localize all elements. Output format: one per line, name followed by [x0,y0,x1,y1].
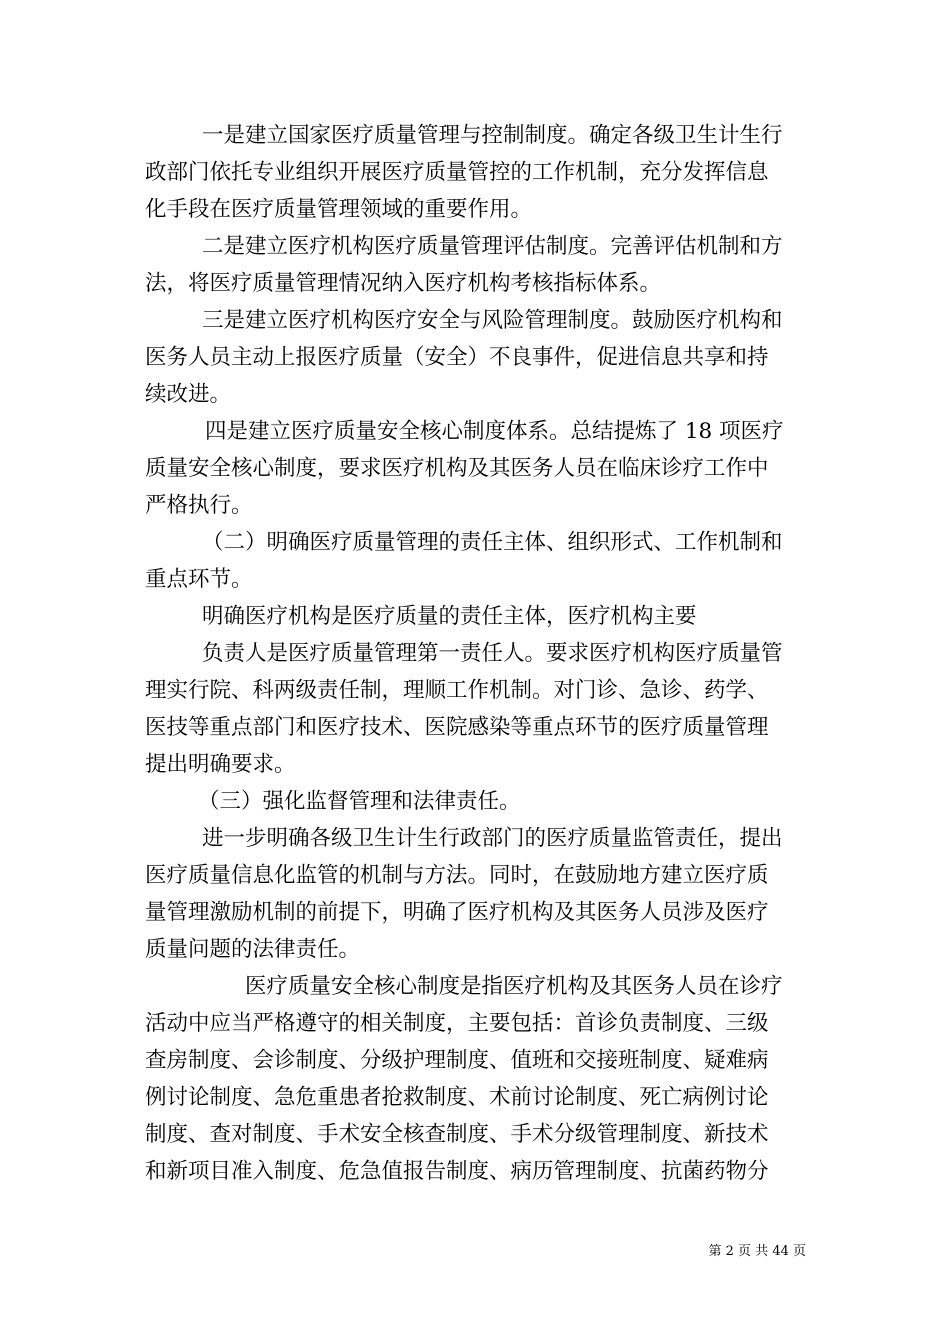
text-line: 和新项目准入制度、危急值报告制度、病历管理制度、抗菌药物分 [145,1159,769,1184]
text-line: 化手段在医疗质量管理领域的重要作用。 [145,197,533,222]
text-line: 查房制度、会诊制度、分级护理制度、值班和交接班制度、疑难病 [145,1048,769,1073]
page-number: 第 2 页 共 44 页 [708,1244,806,1259]
text-line: 医技等重点部门和医疗技术、医院感染等重点环节的医疗质量管理 [145,715,769,740]
text-line: 政部门依托专业组织开展医疗质量管控的工作机制，充分发挥信息 [145,160,769,185]
text-line: 进一步明确各级卫生计生行政部门的医疗质量监管责任，提出 [202,826,783,851]
text-line: 提出明确要求。 [145,752,296,777]
text-line: 理实行院、科两级责任制，理顺工作机制。对门诊、急诊、药学、 [145,678,769,703]
text-line: 医疗质量安全核心制度是指医疗机构及其医务人员在诊疗 [245,974,783,999]
text-line: 医务人员主动上报医疗质量（安全）不良事件，促进信息共享和持 [145,345,769,370]
text-line: 严格执行。 [145,493,253,518]
text-line: 例讨论制度、急危重患者抢救制度、术前讨论制度、死亡病例讨论 [145,1085,769,1110]
text-line: 一是建立国家医疗质量管理与控制制度。确定各级卫生计生行 [202,123,783,148]
text-line: 续改进。 [145,382,232,407]
text-line: 明确医疗机构是医疗质量的责任主体，医疗机构主要 [202,604,697,629]
text-line: 负责人是医疗质量管理第一责任人。要求医疗机构医疗质量管 [202,641,783,666]
text-line: 活动中应当严格遵守的相关制度，主要包括：首诊负责制度、三级 [145,1011,769,1036]
section-heading: （二）明确医疗质量管理的责任主体、组织形式、工作机制和 [202,530,783,555]
text-line: 质量问题的法律责任。 [145,937,361,962]
section-heading: 重点环节。 [145,567,253,592]
text-line: 三是建立医疗机构医疗安全与风险管理制度。鼓励医疗机构和 [202,308,783,333]
text-line: 四是建立医疗质量安全核心制度体系。总结提炼了 18 项医疗 [205,419,784,444]
text-line: 二是建立医疗机构医疗质量管理评估制度。完善评估机制和方 [202,234,783,259]
text-line: 质量安全核心制度，要求医疗机构及其医务人员在临床诊疗工作中 [145,456,769,481]
text-line: 制度、查对制度、手术安全核查制度、手术分级管理制度、新技术 [145,1122,769,1147]
section-heading: （三）强化监督管理和法律责任。 [198,789,521,814]
text-line: 法，将医疗质量管理情况纳入医疗机构考核指标体系。 [145,271,662,296]
text-line: 医疗质量信息化监管的机制与方法。同时，在鼓励地方建立医疗质 [145,863,769,888]
text-line: 量管理激励机制的前提下，明确了医疗机构及其医务人员涉及医疗 [145,900,769,925]
